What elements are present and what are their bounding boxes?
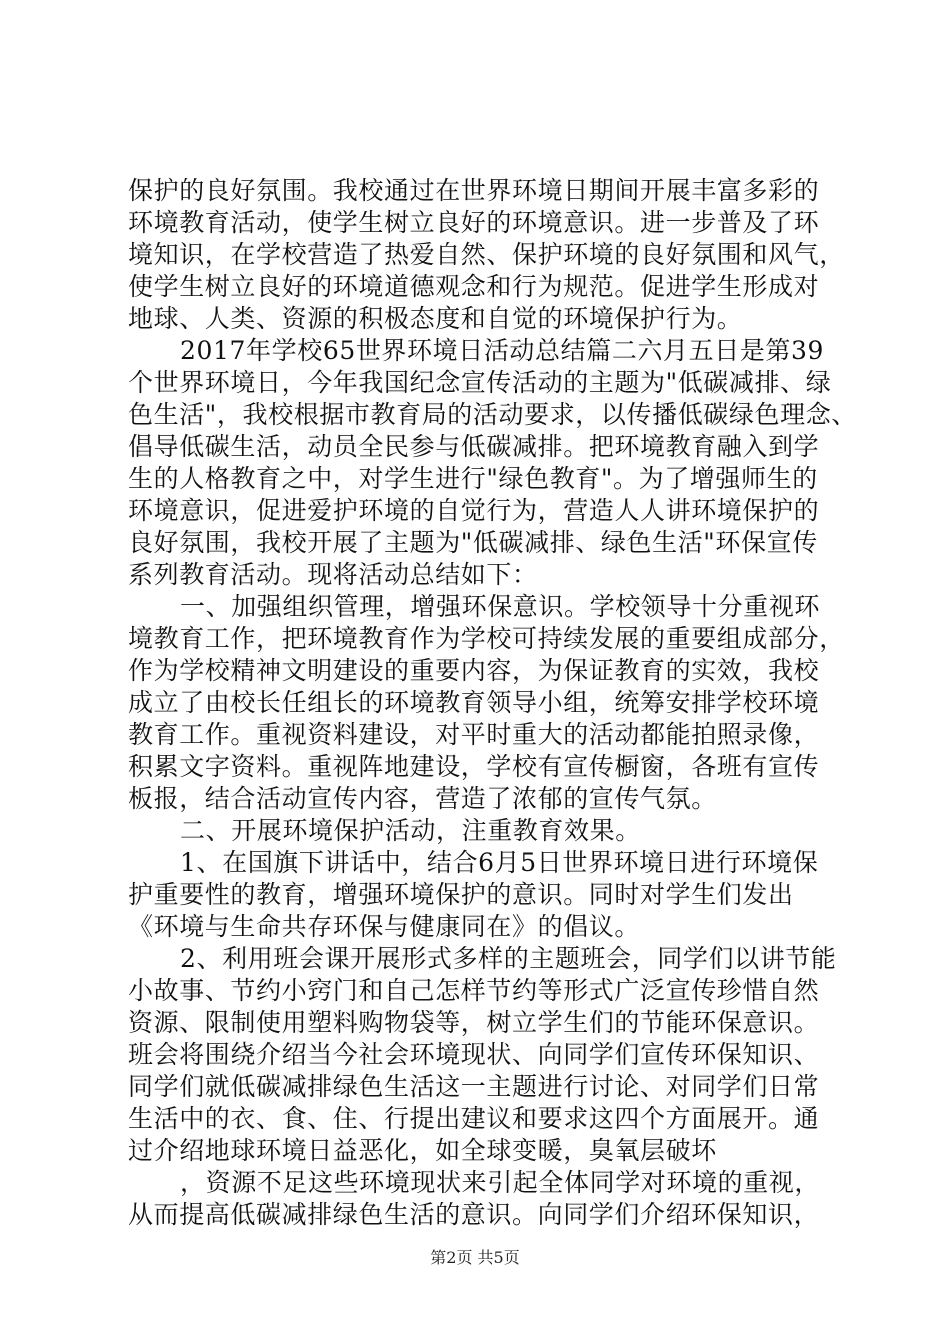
text-line: 境教育工作，把环境教育作为学校可持续发展的重要组成部分， [128, 624, 845, 653]
text-line: 从而提高低碳减排绿色生活的意识。向同学们介绍环保知识， [128, 1200, 820, 1229]
text-line: 系列教育活动。现将活动总结如下： [128, 560, 538, 589]
text-line: 使学生树立良好的环境道德观念和行为规范。促进学生形成对 [128, 272, 820, 301]
text-line: 二、开展环境保护活动，注重教育效果。 [180, 816, 641, 845]
text-line: 板报，结合活动宣传内容，营造了浓郁的宣传气氛。 [128, 784, 717, 813]
text-line: ，资源不足这些环境现状来引起全体同学对环境的重视， [180, 1168, 821, 1197]
text-line: 2、利用班会课开展形式多样的主题班会，同学们以讲节能 [180, 944, 837, 973]
text-line: 倡导低碳生活，动员全民参与低碳减排。把环境教育融入到学 [128, 432, 820, 461]
text-line: 色生活"，我校根据市教育局的活动要求，以传播低碳绿色理念、 [128, 400, 857, 429]
text-line: 同学们就低碳减排绿色生活这一主题进行讨论、对同学们日常 [128, 1072, 820, 1101]
text-line: 成立了由校长任组长的环境教育领导小组，统筹安排学校环境 [128, 688, 820, 717]
text-line: 环境教育活动，使学生树立良好的环境意识。进一步普及了环 [128, 208, 820, 237]
text-line: 一、加强组织管理，增强环保意识。学校领导十分重视环 [180, 592, 821, 621]
text-line: 护重要性的教育，增强环境保护的意识。同时对学生们发出 [128, 880, 794, 909]
text-line: 2017年学校65世界环境日活动总结篇二六月五日是第39 [180, 336, 825, 365]
text-line: 教育工作。重视资料建设，对平时重大的活动都能拍照录像， [128, 720, 820, 749]
text-line: 生活中的衣、食、住、行提出建议和要求这四个方面展开。通 [128, 1104, 820, 1133]
text-line: 班会将围绕介绍当今社会环境现状、向同学们宣传环保知识、 [128, 1040, 820, 1069]
text-line: 积累文字资料。重视阵地建设，学校有宣传橱窗，各班有宣传 [128, 752, 820, 781]
text-line: 小故事、节约小窍门和自己怎样节约等形式广泛宣传珍惜自然 [128, 976, 820, 1005]
text-line: 作为学校精神文明建设的重要内容，为保证教育的实效，我校 [128, 656, 820, 685]
page-number-footer: 第2页 共5页 [430, 1248, 520, 1267]
text-line: 过介绍地球环境日益恶化，如全球变暖，臭氧层破坏 [128, 1136, 717, 1165]
text-line: 环境意识，促进爱护环境的自觉行为，营造人人讲环境保护的 [128, 496, 820, 525]
text-line: 良好氛围，我校开展了主题为"低碳减排、绿色生活"环保宣传 [128, 528, 818, 557]
text-line: 资源、限制使用塑料购物袋等，树立学生们的节能环保意识。 [128, 1008, 820, 1037]
text-line: 保护的良好氛围。我校通过在世界环境日期间开展丰富多彩的 [128, 176, 820, 205]
text-line: 地球、人类、资源的积极态度和自觉的环境保护行为。 [128, 304, 743, 333]
document-body [128, 175, 857, 1231]
text-line: 1、在国旗下讲话中，结合6月5日世界环境日进行环境保 [180, 848, 819, 877]
text-line: 个世界环境日，今年我国纪念宣传活动的主题为"低碳减排、绿 [128, 368, 832, 397]
text-line: 境知识，在学校营造了热爱自然、保护环境的良好氛围和风气， [128, 240, 845, 269]
text-line: 生的人格教育之中，对学生进行"绿色教育"。为了增强师生的 [128, 464, 818, 493]
text-line: 《环境与生命共存环保与健康同在》的倡议。 [128, 912, 641, 941]
